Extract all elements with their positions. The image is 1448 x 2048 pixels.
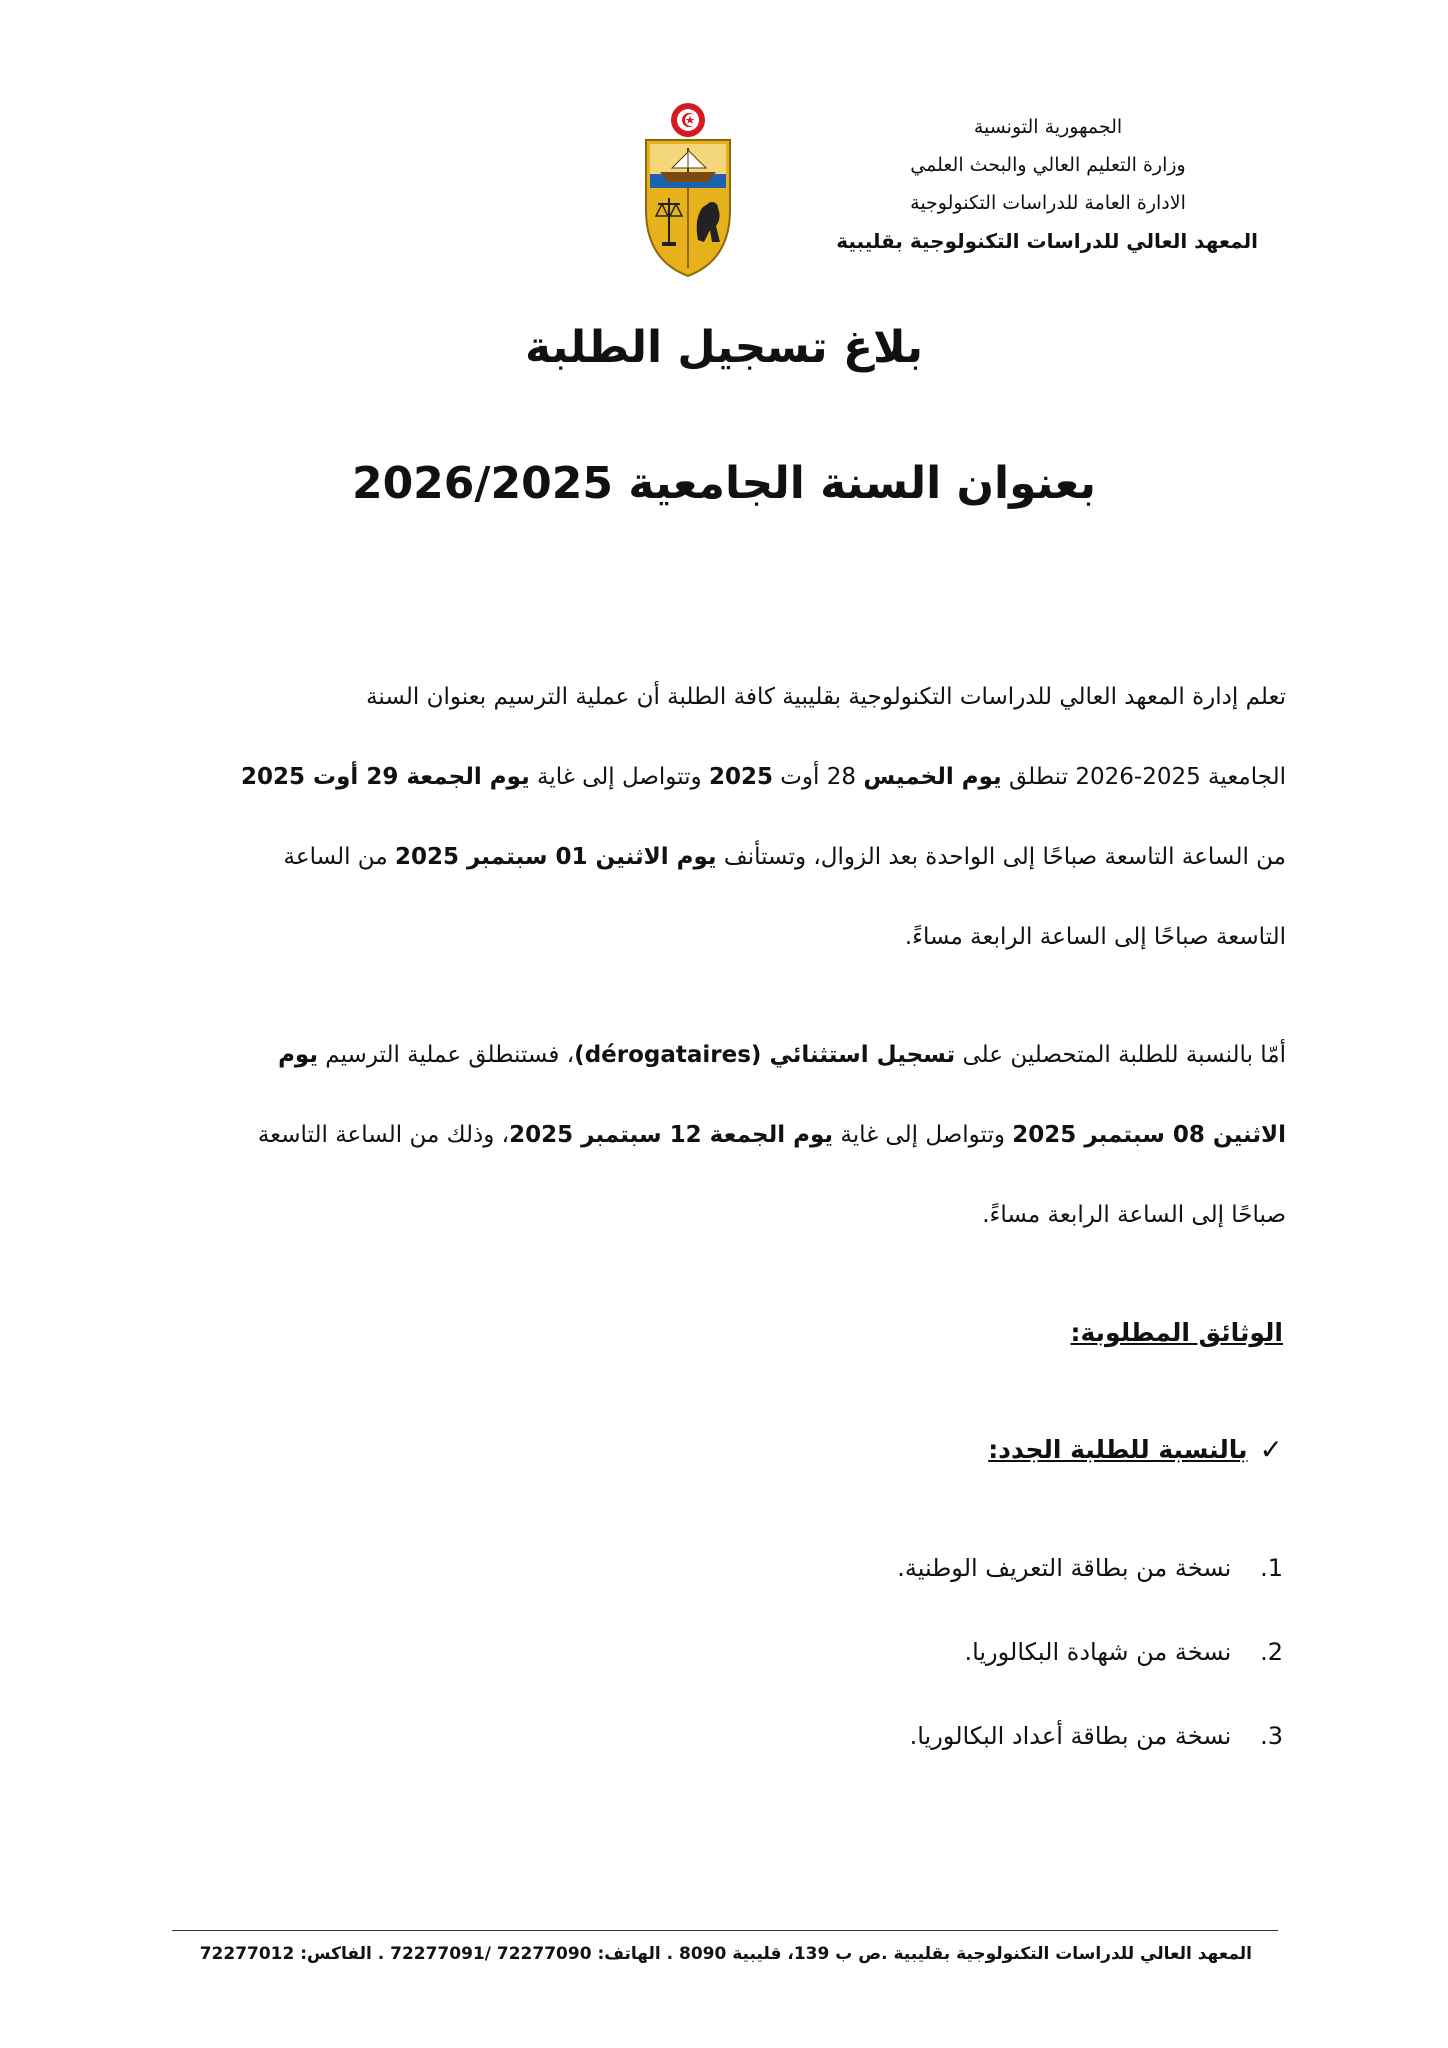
text-span: من الساعة [283,844,395,870]
derogation-paragraph [176,1030,1286,1270]
list-text: نسخة من بطاقة أعداد البكالوريا. [909,1722,1232,1750]
new-students-label: بالنسبة للطلبة الجدد: [988,1435,1248,1464]
text-span: وتتواصل إلى غاية [529,764,709,790]
documents-list [897,1548,1283,1800]
footer-contact: المعهد العالي للدراسات التكنولوجية بقليبية .ص ب 139، قليبية 8090 . الهاتف: 72277090 /72277091 . الفاكس: 72277012 [199,1944,1252,1964]
required-documents-heading: الوثائق المطلوبة: [1070,1318,1283,1347]
text-span: من الساعة التاسعة صباحًا إلى الواحدة بعد الزوال، وتستأنف [716,844,1286,870]
list-item [897,1548,1283,1632]
text-span: 28 أوت [772,764,864,790]
text-span: التاسعة صباحًا إلى الساعة الرابعة مساءً. [904,924,1286,950]
bold-date: يوم الخميس [863,764,1002,790]
footer-divider [172,1930,1278,1931]
paragraph-line [176,1190,1286,1270]
paragraph-line [176,1110,1286,1190]
bold-term: تسجيل استثنائي (dérogataires) [574,1042,956,1068]
list-text: نسخة من بطاقة التعريف الوطنية. [897,1554,1232,1582]
header-directorate: الادارة العامة للدراسات التكنولوجية [910,192,1186,214]
bold-date: يوم الجمعة 12 سبتمبر 2025 [509,1122,834,1148]
paragraph-line [176,912,1286,992]
bold-date: يوم [278,1042,318,1068]
list-item [897,1632,1283,1716]
list-number: 2. [1260,1638,1283,1666]
text-span: ، وذلك من الساعة التاسعة [257,1122,510,1148]
header-ministry: وزارة التعليم العالي والبحث العلمي [910,154,1186,176]
paragraph-line [176,672,1286,752]
text-span: وتتواصل إلى غاية [833,1122,1013,1148]
header-country: الجمهورية التونسية [973,116,1123,138]
letterhead [838,108,1258,260]
paragraph-line [176,1030,1286,1110]
bold-date: يوم الجمعة 29 أوت 2025 [240,764,530,790]
new-students-heading [988,1433,1283,1466]
text-span: تعلم إدارة المعهد العالي للدراسات التكنولوجية بقليبية كافة الطلبة أن عملية الترسيم بعنوان السنة [366,684,1286,710]
notice-title: بلاغ تسجيل الطلبة [525,322,923,373]
bold-date: 2025 [708,764,773,790]
text-span: ، فستنطلق عملية الترسيم [317,1042,575,1068]
paragraph-line [176,832,1286,912]
text-span: أمّا بالنسبة للطلبة المتحصلين على [955,1042,1286,1068]
bold-date: الاثنين 08 سبتمبر 2025 [1012,1122,1286,1148]
coat-of-arms-icon [640,100,736,280]
list-text: نسخة من شهادة البكالوريا. [964,1638,1232,1666]
checkmark-icon: ✓ [1259,1433,1283,1466]
registration-paragraph [176,672,1286,992]
paragraph-line [176,752,1286,832]
text-span: صباحًا إلى الساعة الرابعة مساءً. [982,1202,1286,1228]
bold-date: يوم الاثنين 01 سبتمبر 2025 [394,844,717,870]
notice-subtitle: بعنوان السنة الجامعية 2026/2025 [351,458,1097,509]
text-span: الجامعية 2025-2026 تنطلق [1001,764,1286,790]
list-number: 1. [1260,1554,1283,1582]
list-item [897,1716,1283,1800]
header-institute: المعهد العالي للدراسات التكنولوجية بقليبية [836,229,1258,253]
list-number: 3. [1260,1722,1283,1750]
